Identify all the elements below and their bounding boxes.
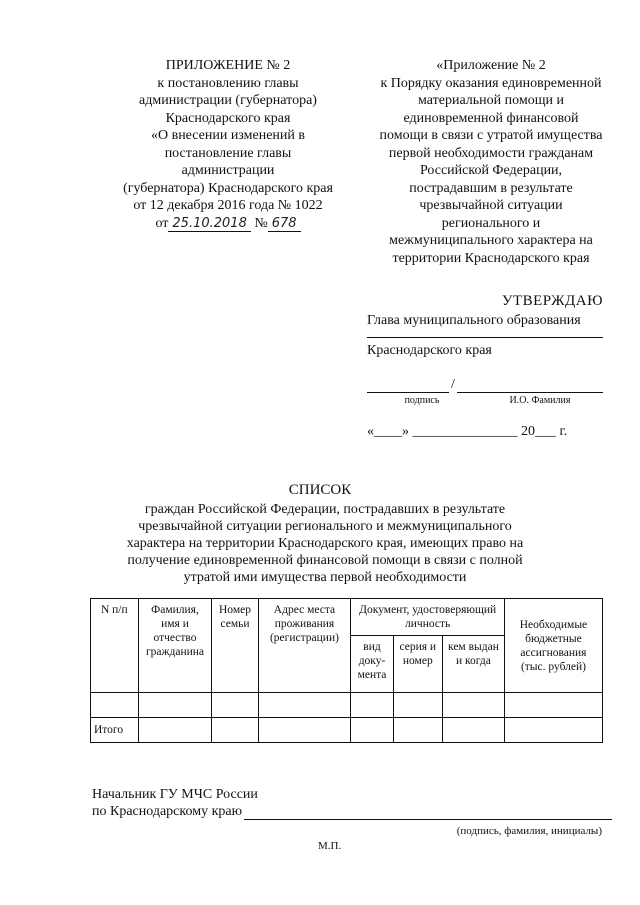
approval-title: УТВЕРЖДАЮ xyxy=(501,293,603,309)
approval-rule xyxy=(367,329,603,338)
decree-date-number xyxy=(118,215,338,233)
left-header-line: (губернатора) Краснодарского края xyxy=(123,180,333,196)
list-title: СПИСОК xyxy=(288,482,352,498)
approval-region: Краснодарского края xyxy=(367,343,492,358)
table-cell[interactable] xyxy=(212,718,258,743)
footer-line2: по Краснодарскому краю xyxy=(92,804,243,819)
right-header-line: пострадавшим в результате xyxy=(409,180,573,196)
handwritten-number: 678 xyxy=(268,216,301,232)
table-cell[interactable] xyxy=(504,693,602,718)
right-header-line: помощи в связи с утратой имущества xyxy=(379,128,603,143)
signature-slash: / xyxy=(451,377,455,392)
table-cell[interactable] xyxy=(351,718,393,743)
caption-signature: подпись xyxy=(404,395,440,406)
stamp-label: М.П. xyxy=(318,840,342,852)
left-header-line: «О внесении изменений в xyxy=(150,128,306,143)
header-family-no: Номер семьи xyxy=(212,599,258,693)
table-header-row xyxy=(91,599,603,636)
header-doc-series: серия и номер xyxy=(393,636,442,693)
header-document: Документ, удостоверяющий личность xyxy=(351,599,505,636)
caption-name: И.О. Фамилия xyxy=(509,395,571,406)
right-header-line: Российской Федерации, xyxy=(419,163,563,178)
table-cell[interactable] xyxy=(138,693,212,718)
header-budget: Необходимые бюджетные ассигнования (тыс. рублей) xyxy=(504,599,602,693)
table-cell[interactable] xyxy=(443,718,505,743)
right-header-line: межмуниципального характера на xyxy=(389,233,593,248)
table-total-row xyxy=(91,718,603,743)
footer-line1: Начальник ГУ МЧС России xyxy=(92,787,258,802)
right-header-line: первой необходимости гражданам xyxy=(388,145,594,161)
table-cell[interactable] xyxy=(504,718,602,743)
left-header-line: администрации (губернатора) xyxy=(139,93,317,108)
list-subtitle: граждан Российской Федерации, пострадавших в результате чрезвычайной ситуации регионального и межмуниципального характера на территории Краснодарского края, имеющих право на получение единовременной финансовой помощи в связи с полной утратой ими имущества первой необходимости xyxy=(126,502,524,585)
left-header-line: постановление главы администрации xyxy=(164,145,292,178)
left-header-line: от 12 декабря 2016 года № 1022 xyxy=(133,198,323,213)
header-doc-type: вид доку-мента xyxy=(351,636,393,693)
right-header-line: единовременной финансовой xyxy=(403,110,579,126)
right-header-line: к Порядку оказания единовременной xyxy=(380,75,602,91)
table-cell[interactable] xyxy=(393,718,442,743)
right-header-line: регионального и xyxy=(441,215,541,231)
right-header-line: «Приложение № 2 xyxy=(436,58,546,73)
header-doc-issued: кем выдан и когда xyxy=(443,636,505,693)
header-num: N п/п xyxy=(91,599,139,693)
right-header xyxy=(367,57,615,267)
table-cell[interactable] xyxy=(138,718,212,743)
number-prefix: № xyxy=(254,215,268,231)
left-header-line: Краснодарского края xyxy=(165,110,291,126)
right-header-line: чрезвычайной ситуации xyxy=(419,198,563,213)
footer-signature-line xyxy=(244,805,612,820)
approval-date-line: «____» _______________ 20___ г. xyxy=(367,424,568,439)
header-address: Адрес места проживания (регистрации) xyxy=(258,599,351,693)
table-cell[interactable] xyxy=(258,718,351,743)
approval-block xyxy=(367,293,603,440)
left-header xyxy=(118,57,338,232)
table-cell[interactable] xyxy=(351,693,393,718)
right-header-line: территории Краснодарского края xyxy=(392,250,590,266)
signature-captions xyxy=(367,395,603,406)
date-prefix: от xyxy=(155,215,169,231)
footer-line2-row xyxy=(92,803,612,820)
approval-role: Глава муниципального образования xyxy=(367,313,581,328)
right-header-line: материальной помощи и xyxy=(418,93,564,108)
name-line xyxy=(457,378,603,393)
table-cell[interactable] xyxy=(258,693,351,718)
signature-line xyxy=(367,378,449,393)
citizens-table xyxy=(90,598,603,743)
table-cell[interactable] xyxy=(91,693,139,718)
footer-caption: (подпись, фамилия, инициалы) xyxy=(456,825,602,837)
table-cell[interactable] xyxy=(212,693,258,718)
left-header-line: к постановлению главы xyxy=(157,75,299,91)
table-cell[interactable] xyxy=(393,693,442,718)
total-label: Итого xyxy=(91,718,139,743)
signature-row xyxy=(367,377,603,393)
footer-signature xyxy=(92,786,612,840)
left-header-line: ПРИЛОЖЕНИЕ № 2 xyxy=(165,58,291,73)
table-cell[interactable] xyxy=(443,693,505,718)
table-row xyxy=(91,693,603,718)
header-name: Фамилия, имя и отчество гражданина xyxy=(138,599,212,693)
handwritten-date: 25.10.2018 xyxy=(168,216,250,232)
